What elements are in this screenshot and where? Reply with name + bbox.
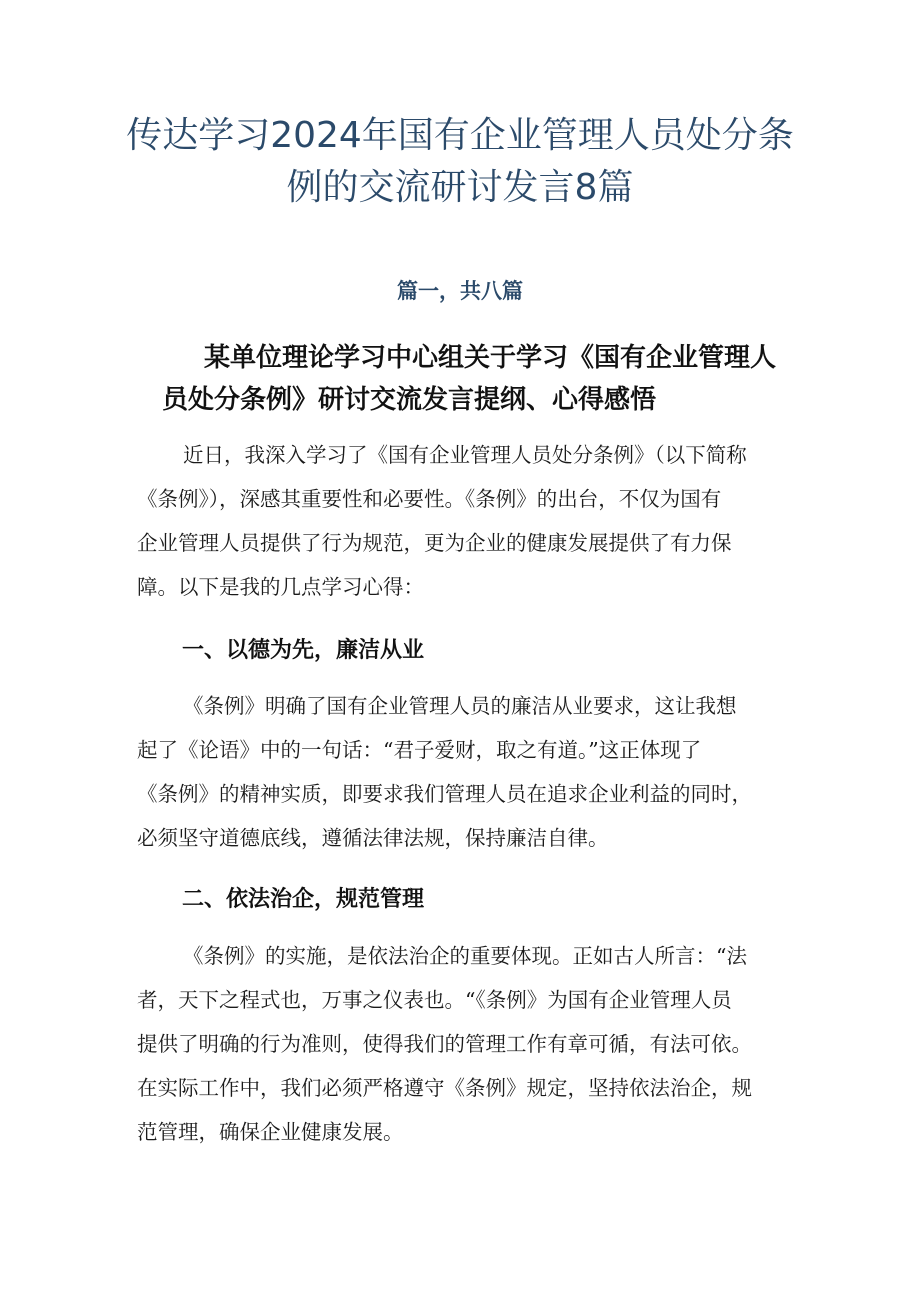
part-label: 篇一，共八篇: [397, 279, 523, 303]
paragraph-line: 必须坚守道德底线，遵循法律法规，保持廉洁自律。: [137, 826, 609, 850]
paragraph-line: 《条例》的精神实质，即要求我们管理人员在追求企业利益的同时，: [137, 782, 752, 806]
section-heading-2: 二、依法治企，规范管理: [182, 887, 425, 912]
paragraph-line: 《条例》明确了国有企业管理人员的廉洁从业要求，这让我想: [183, 694, 737, 718]
paragraph-line: 《条例》），深感其重要性和必要性。《条例》的出台，不仅为国有: [137, 487, 722, 511]
paragraph-line: 障。以下是我的几点学习心得：: [137, 575, 424, 599]
paragraph-line: 范管理，确保企业健康发展。: [137, 1120, 404, 1144]
paragraph-line: 者，天下之程式也，万事之仪表也。“《条例》为国有企业管理人员: [137, 988, 732, 1012]
article-subtitle: [162, 337, 802, 421]
section-2-paragraph: [137, 934, 752, 1154]
subtitle-line-2: 员处分条例》研讨交流发言提纲、心得感悟: [162, 385, 657, 415]
paragraph-line: 提供了明确的行为准则，使得我们的管理工作有章可循，有法可依。: [137, 1032, 752, 1056]
paragraph-line: 近日，我深入学习了《国有企业管理人员处分条例》（以下简称: [183, 443, 747, 467]
intro-paragraph: [137, 433, 747, 609]
paragraph-line: 《条例》的实施，是依法治企的重要体现。正如古人所言：“法: [183, 944, 747, 968]
title-line-1: 传达学习2024年国有企业管理人员处分条: [126, 115, 794, 156]
subtitle-line-1: 某单位理论学习中心组关于学习《国有企业管理人: [204, 343, 777, 373]
paragraph-line: 在实际工作中，我们必须严格遵守《条例》规定，坚持依法治企，规: [137, 1076, 752, 1100]
section-1-paragraph: [137, 684, 752, 860]
paragraph-line: 企业管理人员提供了行为规范，更为企业的健康发展提供了有力保: [137, 531, 732, 555]
section-heading-1: 一、以德为先，廉洁从业: [182, 638, 425, 663]
document-title: [120, 110, 800, 214]
paragraph-line: 起了《论语》中的一句话：“君子爱财，取之有道。”这正体现了: [137, 738, 702, 762]
title-line-2: 例的交流研讨发言8篇: [286, 167, 634, 208]
